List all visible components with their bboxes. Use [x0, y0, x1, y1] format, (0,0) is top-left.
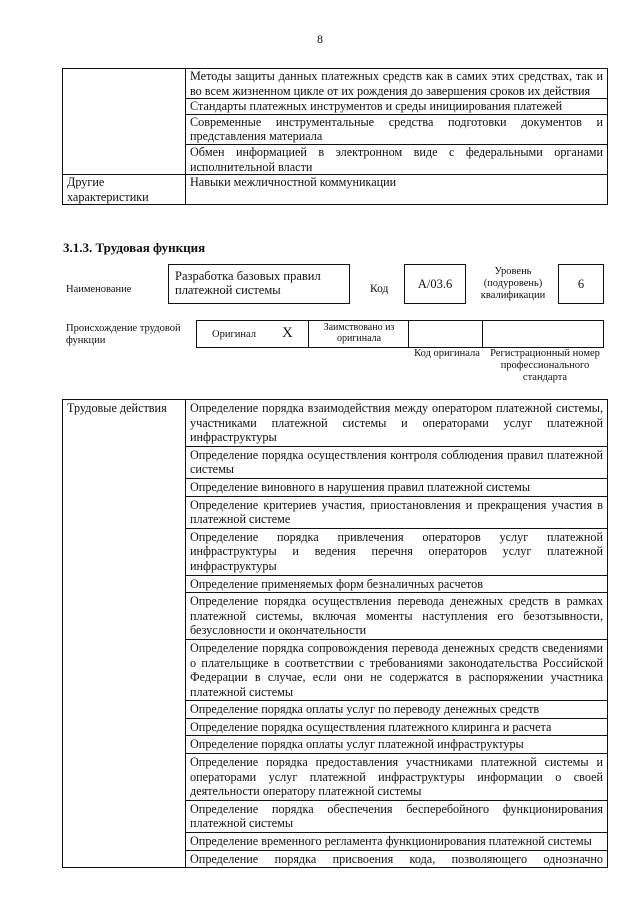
level-box — [558, 264, 604, 304]
labor-actions-table — [62, 399, 608, 868]
origin-label: Происхождение трудовой функции — [66, 323, 181, 346]
code-box — [404, 264, 466, 304]
table-cell: Определение порядка привлечения операторов услуг платежной инфраструктуры и ведения перечня операторов услуг платежной инфраструктуры — [186, 528, 608, 575]
level-value: 6 — [577, 277, 585, 291]
knowledge-table — [62, 68, 608, 205]
divider — [408, 320, 409, 348]
table-row — [63, 400, 608, 447]
table-cell: Определение временного регламента функционирования платежной системы — [186, 833, 608, 851]
table-cell: Определение порядка обеспечения бесперебойного функционирования платежной системы — [186, 800, 608, 832]
divider — [308, 320, 309, 348]
level-label: Уровень (подуровень) квалификации — [480, 266, 546, 301]
divider — [482, 320, 483, 348]
page-number: 8 — [317, 32, 323, 46]
table-cell: Определение порядка оплаты услуг по переводу денежных средств — [186, 701, 608, 719]
table-cell: Определение порядка оплаты услуг платежной инфраструктуры — [186, 736, 608, 754]
table-cell: Обмен информацией в электронном виде с федеральными органами исполнительной власти — [186, 144, 608, 174]
table-cell: Определение критериев участия, приостановления и прекращения участия в платежной системе — [186, 496, 608, 528]
table-cell: Определение порядка осуществления контроля соблюдения правил платежной системы — [186, 446, 608, 478]
labor-actions-label: Трудовые действия — [63, 400, 186, 868]
table-cell: Определение порядка сопровождения перевода денежных средств сведениями о плательщике в соответствии с требованиями законодательства Российской Федерации в случае, если они не содержатся в распоряжении участника платежной системы — [186, 639, 608, 700]
other-characteristics-label: Другие характеристики — [63, 175, 186, 205]
table-cell: Определение порядка взаимодействия между оператором платежной системы, участниками платежной системы и операторами услуг платежной инфраструктуры — [186, 400, 608, 447]
table-cell: Стандарты платежных инструментов и среды инициирования платежей — [186, 99, 608, 115]
original-label: Оригинал — [212, 329, 256, 340]
table-cell: Определение порядка присвоения кода, позволяющего однозначно — [186, 850, 608, 868]
table-cell: Определение порядка осуществления перевода денежных средств в рамках платежной системы, включая моменты наступления его безотзывности, безусловности и окончательности — [186, 593, 608, 640]
table-cell: Методы защиты данных платежных средств как в самих этих средствах, так и во всем жизненном цикле от их рождения до завершения сроков их действия — [186, 69, 608, 99]
table-cell: Определение виновного в нарушения правил платежной системы — [186, 478, 608, 496]
table-cell: Определение применяемых форм безналичных расчетов — [186, 575, 608, 593]
code-value: A/03.6 — [417, 277, 453, 291]
function-name-value: Разработка базовых правил платежной системы — [175, 269, 321, 297]
name-label: Наименование — [66, 284, 132, 295]
table-cell: Современные инструментальные средства подготовки документов и представления материала — [186, 114, 608, 144]
table-cell: Определение порядка предоставления участниками платежной системы и операторами услуг платежной инфраструктуры информации о своей деятельности оператору платежной системы — [186, 754, 608, 801]
table-cell: Определение порядка осуществления платежного клиринга и расчета — [186, 718, 608, 736]
table-cell: Навыки межличностной коммуникации — [186, 175, 608, 205]
code-original-caption: Код оригинала — [414, 348, 480, 359]
table-row — [63, 69, 608, 99]
borrowed-label: Заимствовано из оригинала — [323, 322, 395, 344]
table-row — [63, 175, 608, 205]
original-mark: X — [282, 325, 293, 341]
reg-number-caption: Регистрационный номер профессионального стандарта — [490, 348, 600, 383]
table-cell-empty — [63, 69, 186, 175]
section-heading: 3.1.3. Трудовая функция — [63, 240, 206, 255]
function-name-box — [168, 264, 350, 304]
code-label: Код — [370, 283, 389, 295]
